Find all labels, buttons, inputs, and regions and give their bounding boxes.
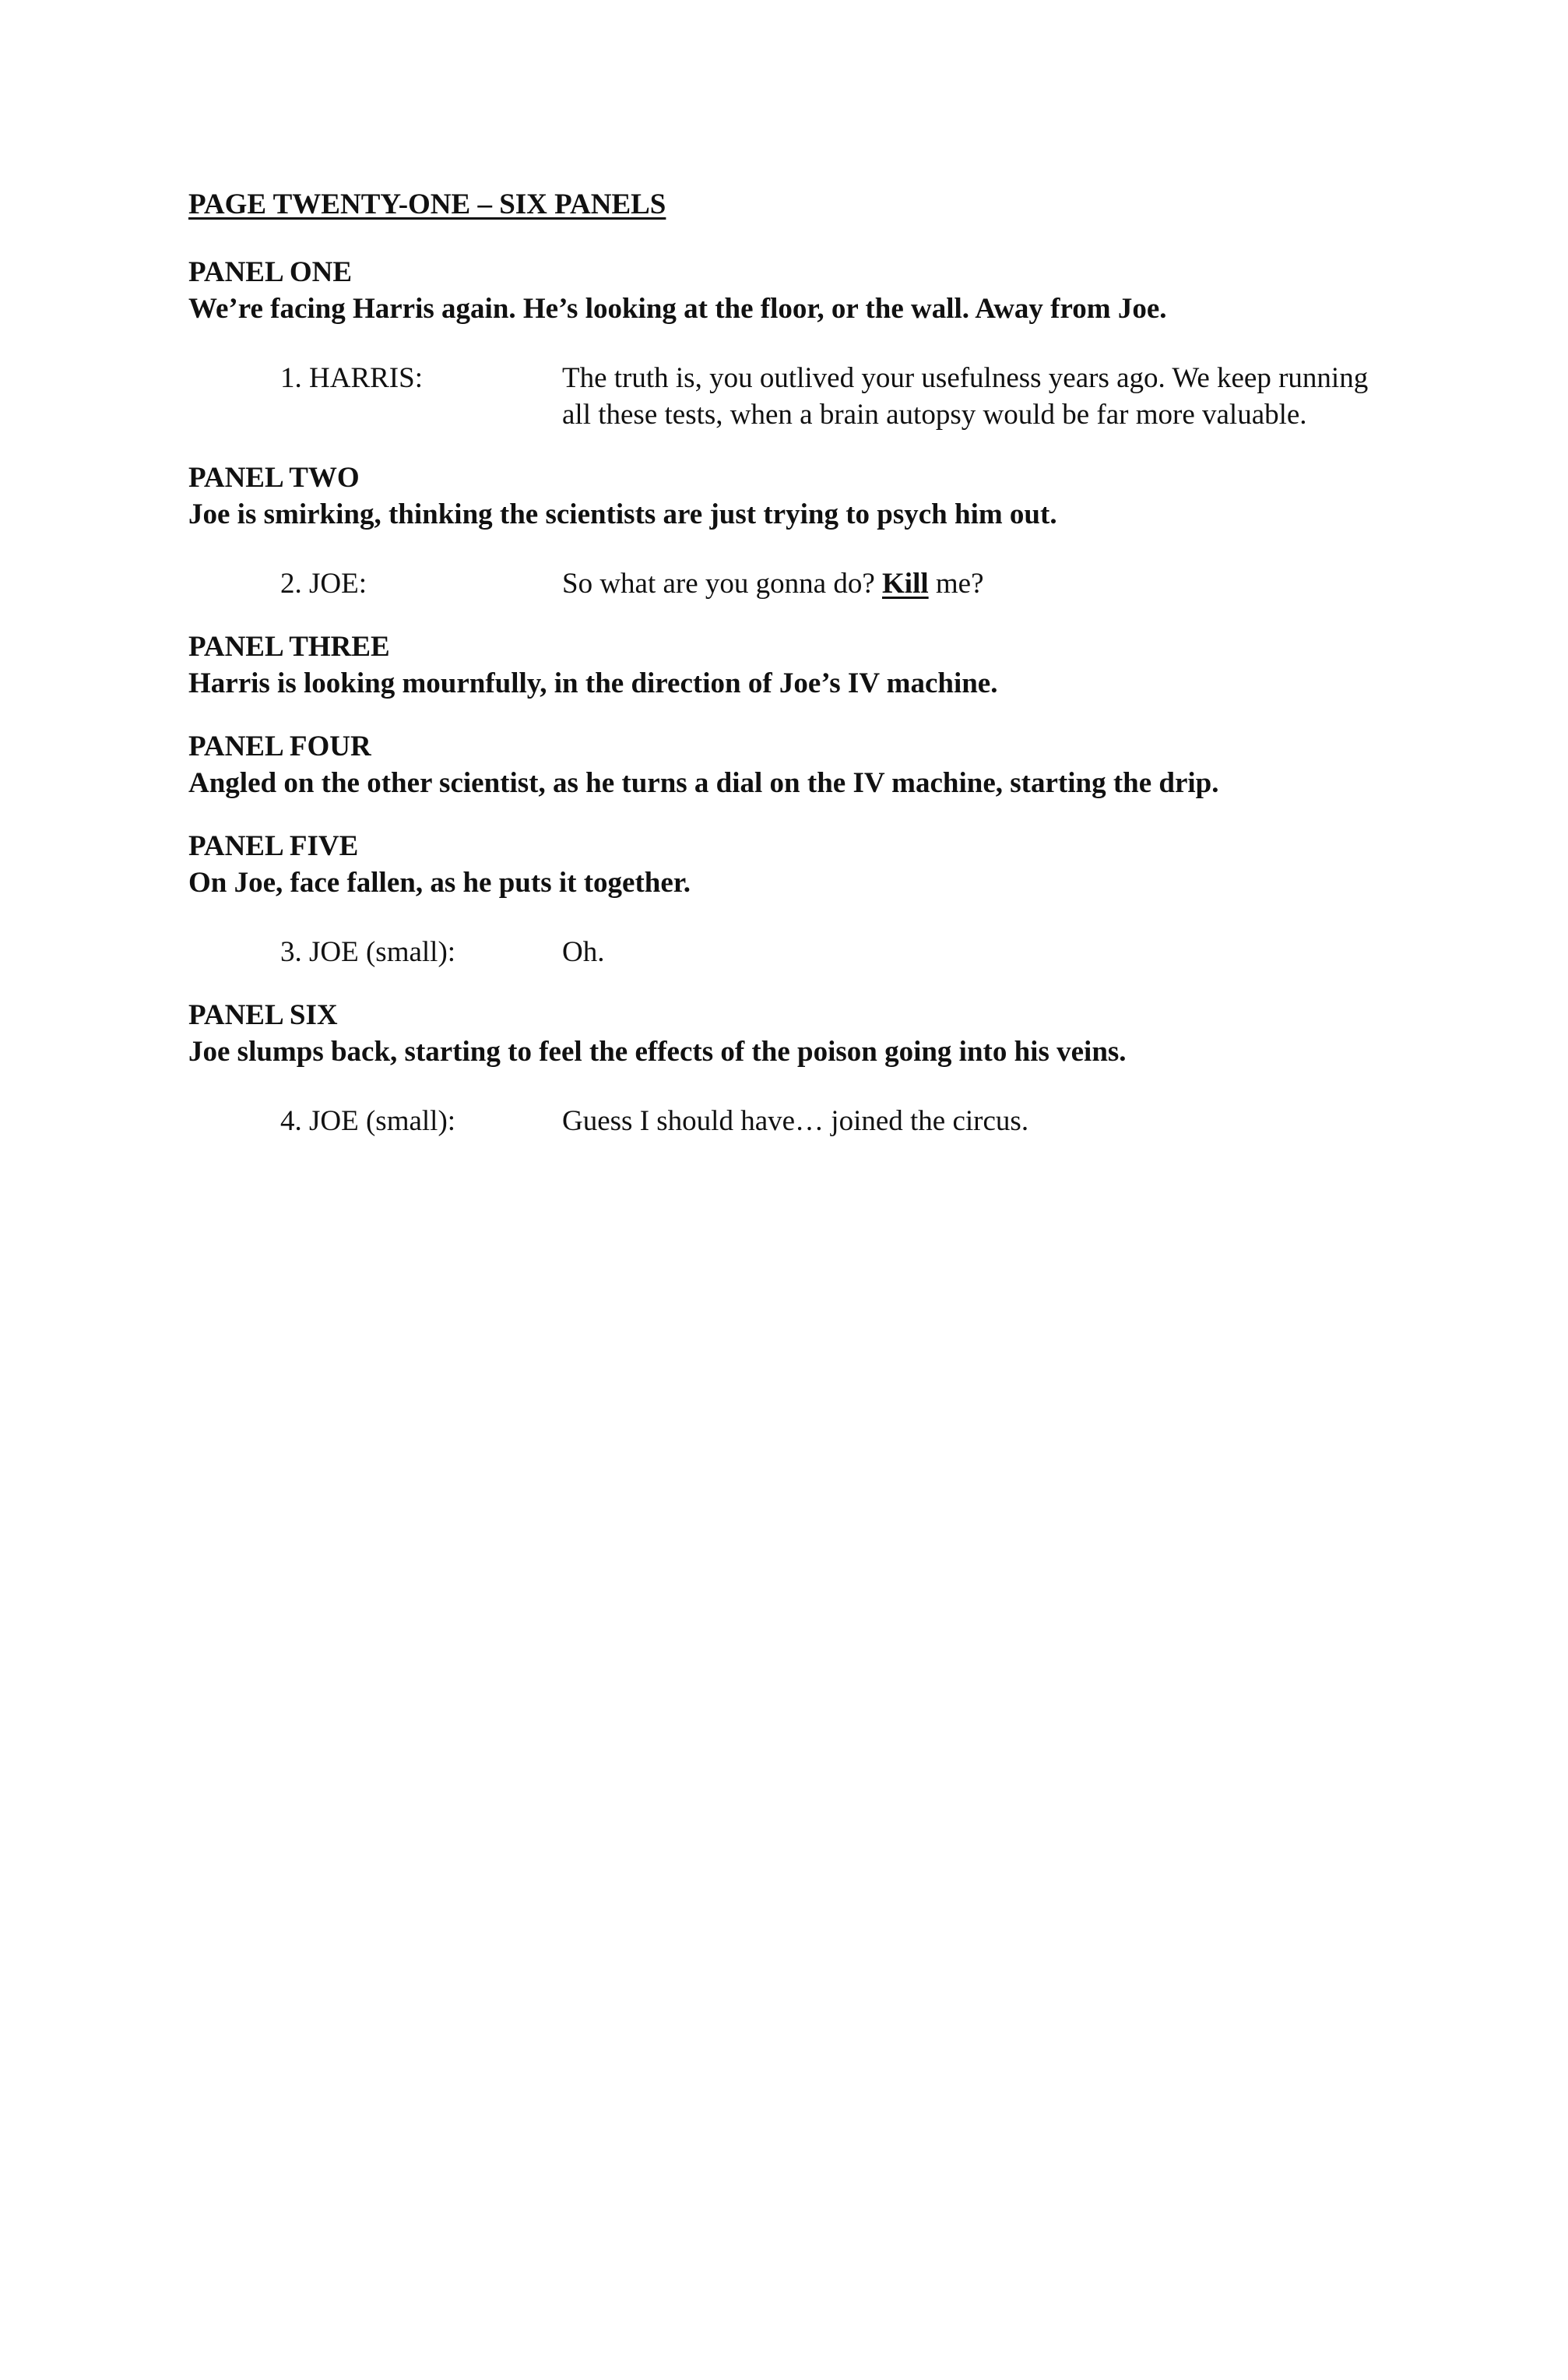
panel-description: On Joe, face fallen, as he puts it together.: [188, 867, 691, 899]
dialogue-speaker: 2. JOE:: [280, 568, 367, 600]
dialogue-speaker: 3. JOE (small):: [280, 936, 456, 968]
panel-description: Joe is smirking, thinking the scientists are just trying to psych him out.: [188, 498, 1057, 530]
dialogue-text: [562, 565, 1403, 602]
panel-four: [188, 728, 1403, 801]
panel-three: [188, 628, 1403, 702]
dialogue-emphasis: Kill: [882, 568, 929, 600]
dialogue-text: Guess I should have… joined the circus.: [562, 1105, 1029, 1137]
panel-description: Harris is looking mournfully, in the direction of Joe’s IV machine.: [188, 667, 998, 699]
dialogue-speaker: 1. HARRIS:: [280, 362, 423, 394]
dialogue-line: [188, 565, 1403, 602]
dialogue-text-after: me?: [928, 568, 984, 600]
dialogue-line: [188, 360, 1403, 433]
dialogue-text-before: So what are you gonna do?: [562, 568, 883, 600]
panel-label: PANEL FOUR: [188, 731, 371, 762]
panel-label: PANEL THREE: [188, 631, 390, 663]
panel-label: PANEL FIVE: [188, 830, 359, 862]
panel-description: Joe slumps back, starting to feel the effects of the poison going into his veins.: [188, 1036, 1127, 1068]
panel-six: [188, 997, 1403, 1139]
panel-description: Angled on the other scientist, as he turns a dial on the IV machine, starting the drip.: [188, 767, 1219, 799]
dialogue-text: The truth is, you outlived your usefulness years ago. We keep running all these tests, when a brain autopsy would be far more valuable.: [562, 362, 1369, 431]
panel-label: PANEL TWO: [188, 462, 360, 494]
panel-one: [188, 254, 1403, 433]
panel-two: [188, 459, 1403, 602]
dialogue-line: [188, 934, 1403, 970]
dialogue-line: [188, 1103, 1403, 1139]
panel-label: PANEL ONE: [188, 256, 353, 288]
panel-label: PANEL SIX: [188, 999, 338, 1031]
dialogue-text: Oh.: [562, 936, 605, 968]
script-content: [188, 182, 1403, 1166]
panel-five: [188, 828, 1403, 970]
dialogue-speaker: 4. JOE (small):: [280, 1105, 456, 1137]
panel-description: We’re facing Harris again. He’s looking at the floor, or the wall. Away from Joe.: [188, 293, 1167, 325]
page-heading: PAGE TWENTY-ONE – SIX PANELS: [188, 188, 666, 220]
